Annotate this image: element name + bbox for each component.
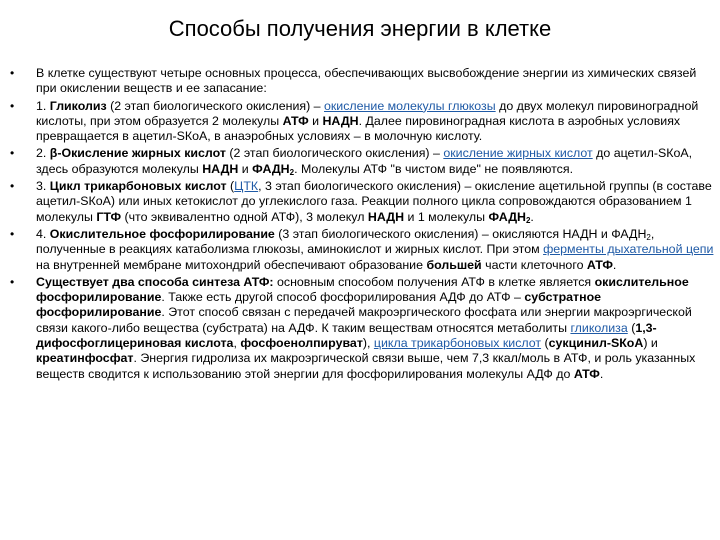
term: АТФ [282, 113, 309, 128]
link-tca[interactable]: ЦТК [234, 179, 259, 194]
link-glucose-oxidation[interactable]: окисление молекулы глюкозы [324, 98, 496, 113]
text: основным способом получения АТФ в клетке является [273, 274, 595, 289]
text: 1. [36, 98, 50, 113]
term: НАДН [367, 209, 405, 224]
subscript: 2 [646, 232, 651, 242]
term: НАДН [202, 161, 239, 176]
text: , [233, 336, 241, 351]
text: (2 этап биологического окисления) – [106, 98, 324, 113]
bullet-icon: • [10, 226, 15, 241]
term: Существует два способа синтеза АТФ: [36, 274, 274, 289]
bullet-icon: • [10, 146, 15, 161]
list-item-glycolysis [4, 99, 716, 145]
term: фосфоенолпируват [240, 336, 363, 351]
bullet-icon: • [10, 179, 15, 194]
text: . Также есть другой способ фосфорилирования АДФ до АТФ – [161, 290, 525, 305]
text: и [238, 161, 253, 176]
term: креатинфосфат [36, 351, 134, 366]
list-item-intro [4, 66, 716, 97]
text: . [530, 209, 534, 224]
term: сукцинил-SКоА [548, 336, 644, 351]
term-base: ФАДН [252, 161, 290, 176]
list-item-beta-oxidation [4, 146, 716, 177]
bullet-icon: • [10, 66, 15, 80]
text: ( [226, 179, 235, 194]
text: до двух молекул пировиноградной кислоты, при этом образуется 2 молекулы [36, 98, 699, 128]
text: (2 этап биологического окисления) – [225, 146, 444, 161]
text: , 3 этап биологического окисления) – окисление ацетильной группы (в составе ацетил-SКоА) или иных кетокислот до углекислого газа. Реакции полного цикла сопровождаются образованием 1 молекулы [36, 179, 712, 224]
text: . Энергия гидролиза их макроэргической связи выше, чем 7,3 ккал/моль в АТФ, и роль указанных веществ сводится к использованию этой энергии для фосфорилирования молекулы АДФ до [36, 351, 696, 381]
text: . Этот способ связан с передачей макроэргического фосфата или энергии макроэргической связи какого-либо вещества (субстрата) на АДФ. К таким веществам относятся метаболиты [36, 305, 692, 335]
term [252, 162, 294, 176]
term: окислительное фосфорилирование [36, 274, 689, 305]
text: ( [627, 320, 636, 335]
term: Гликолиз [49, 98, 107, 113]
term: АТФ [573, 366, 600, 381]
term: β-Окисление жирных кислот [49, 146, 226, 161]
text: (3 этап биологического окисления) – окисляются НАДН и ФАДН [274, 226, 647, 241]
text: В клетке существуют четыре основных процесса, обеспечивающих высвобождение энергии из химических связей при окислении веществ и ее запасание: [36, 66, 697, 96]
text: , полученные в реакциях катаболизма глюкозы, аминокислот и жирных кислот. При этом [36, 226, 655, 257]
term [488, 209, 534, 225]
link-tca-cycle[interactable]: цикла трикарбоновых кислот [373, 336, 542, 351]
bullet-list [4, 66, 716, 384]
text: ), [362, 336, 374, 351]
list-item-oxidative-phosphorylation [4, 227, 716, 273]
text: и 1 молекулы [404, 209, 489, 224]
subscript: 2 [525, 215, 531, 225]
term: АТФ [586, 257, 613, 272]
bullet-icon: • [10, 98, 15, 113]
bullet-icon: • [10, 274, 15, 289]
text: ( [541, 336, 549, 351]
term: большей [426, 257, 482, 272]
text: до ацетил-SКоА, здесь образуются молекулы [36, 146, 693, 176]
term-base: ФАДН [488, 209, 526, 224]
text: . Далее пировиноградная кислота в аэробных условиях превращается в ацетил-SКоА, в анаэробных условиях – в молочную кислоту. [36, 113, 681, 144]
text: (что эквивалентно одной АТФ), 3 молекул [121, 209, 368, 224]
term: НАДН [322, 113, 359, 128]
term: Окислительное фосфорилирование [49, 226, 275, 241]
link-fatty-acid-oxidation[interactable]: окисление жирных кислот [443, 146, 593, 161]
text: . Молекулы АТФ "в чистом виде" не появляются. [294, 161, 574, 176]
text: и [308, 113, 323, 128]
text: на внутренней мембране митохондрий обеспечивают образование [36, 257, 427, 272]
term: субстратное фосфорилирование [36, 290, 602, 320]
text: 2. [36, 146, 50, 161]
text: . [599, 366, 604, 381]
subscript: 2 [289, 167, 295, 177]
term: ГТФ [96, 209, 122, 224]
list-item-tca-cycle [4, 179, 716, 225]
term: 1,3-дифосфоглицериновая кислота [36, 320, 657, 351]
term: Цикл трикарбоновых кислот [49, 179, 227, 194]
slide-title: Способы получения энергии в клетке [168, 16, 552, 41]
text: ) и [643, 336, 658, 351]
text: части клеточного [481, 257, 587, 272]
text: 4. [36, 226, 50, 241]
text: . [612, 257, 617, 272]
link-respiratory-chain[interactable]: ферменты дыхательной цепи [543, 242, 714, 257]
text: 3. [36, 179, 50, 194]
list-item-atp-synthesis [4, 275, 716, 382]
link-glycolysis[interactable]: гликолиза [570, 320, 628, 335]
